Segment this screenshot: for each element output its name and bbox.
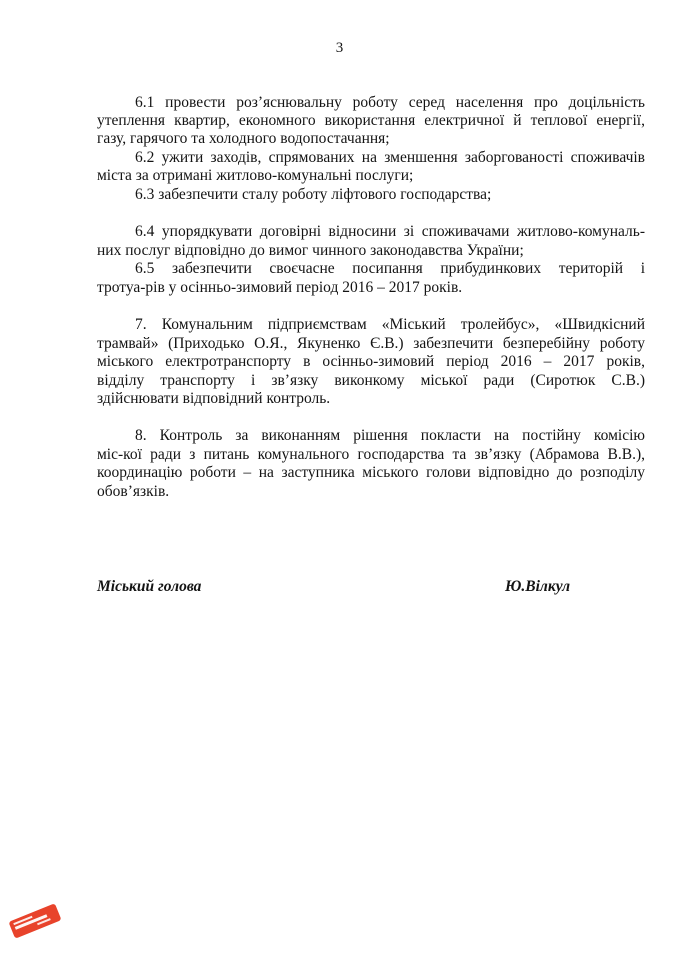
text-line: відділу транспорту і зв’язку виконкому міської ради (Сиротюк С.В.): [97, 372, 645, 389]
text-line: трамвай» (Приходько О.Я., Якуненко Є.В.) забезпечити безперебійну роботу: [97, 335, 645, 352]
text-line: 6.1 провести роз’яснювальну роботу серед населення про доцільність: [135, 94, 645, 111]
text-line: 8. Контроль за виконанням рішення покласти на постійну комісію: [135, 427, 645, 444]
text-line: газу, гарячого та холодного водопостачання;: [97, 130, 390, 147]
text-line: 6.3 забезпечити сталу роботу ліфтового господарства;: [135, 186, 492, 203]
page-number: 3: [335, 40, 344, 56]
text-line: 7. Комунальним підприємствам «Міський тролейбус», «Швидкісний: [135, 316, 645, 333]
text-line: утеплення квартир, економного використання електричної й теплової енергії,: [97, 112, 645, 129]
signature-name: Ю.Вілкул: [505, 578, 571, 595]
text-line: міста за отримані житлово-комунальні послуги;: [97, 167, 414, 184]
signature-title: Міський голова: [97, 578, 202, 595]
text-line: міського електротранспорту в осінньо-зимовий період 2016 – 2017 років,: [97, 353, 645, 370]
text-line: тротуа-рів у осінньо-зимовий період 2016 – 2017 років.: [97, 279, 463, 296]
text-line: координацію роботи – на заступника міського голови відповідно до розподілу: [97, 464, 645, 481]
text-line: них послуг відповідно до вимог чинного законодавства України;: [97, 242, 524, 259]
text-line: 6.4 упорядкувати договірні відносини зі споживачами житлово-комуналь-: [135, 223, 645, 240]
text-line: міс-кої ради з питань комунального господарства та зв’язку (Абрамова В.В.),: [97, 446, 645, 463]
watermark-logo-icon: [6, 904, 64, 938]
text-line: 6.2 ужити заходів, спрямованих на зменшення заборгованості споживачів: [135, 149, 645, 166]
text-line: здійснювати відповідний контроль.: [97, 390, 331, 407]
text-line: обов’язків.: [97, 483, 170, 500]
text-line: 6.5 забезпечити своєчасне посипання прибудинкових територій і: [135, 260, 645, 277]
